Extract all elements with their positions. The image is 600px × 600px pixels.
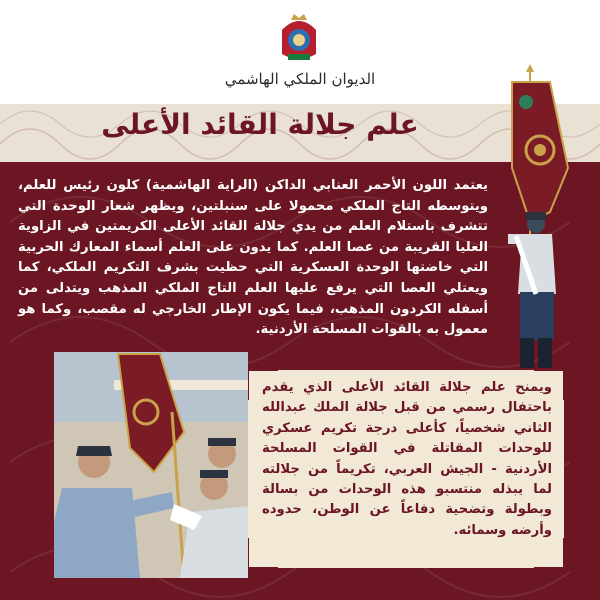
ceremony-photo	[54, 352, 248, 578]
intro-paragraph: يعتمد اللون الأحمر العنابي الداكن (الراية الهاشمية) كلون رئيس للعلم، ويتوسطه التاج الملكي محمولا على سنبلتين، ويظهر شعار الوحدة التي تتشرف باستلام العلم من يدي جلالة القائد الأعلى الكريمتين في الزاوية العليا القريبة من عصا العلم. كما يدون على العلم أسماء المعارك الحربية التي خاضتها الوحدة العسكرية التي حظيت بشرف التكريم الملكي، كما ويعتلي العصا التي يرفع عليها العلم التاج الملكي المذهب ويتدلى من أسفله الكردون المذهب، فيما يكون الإطار الخارجي له مقصب، وكما هو معمول به بالقوات المسلحة الأردنية.	[18, 178, 488, 338]
flag-presentation-ceremony-photo	[54, 352, 248, 578]
soldier-holding-flag-illustration	[496, 62, 590, 376]
ornament-corner-icon	[248, 538, 278, 568]
ornament-corner-icon	[534, 538, 564, 568]
org-name: الديوان الملكي الهاشمي	[224, 70, 376, 88]
page-title: علم جلالة القائد الأعلى	[101, 108, 419, 141]
jordan-coat-of-arms-icon	[276, 10, 322, 66]
award-paragraph: ويمنح علم جلالة القائد الأعلى الذي يقدم باحتفال رسمي من قبل جلالة الملك عبدالله الثاني شخصياً، كأعلى درجة تكريم عسكري للوحدات المقاتلة في القوات المسلحة الأردنية - الجيش العربي، تكريماً من جلالته لما يبذله منتسبو هذه الوحدات من بسالة وبطولة وتضحية دفاعاً عن الوطن، حدوده وأرضه وسمائه.	[262, 380, 552, 538]
